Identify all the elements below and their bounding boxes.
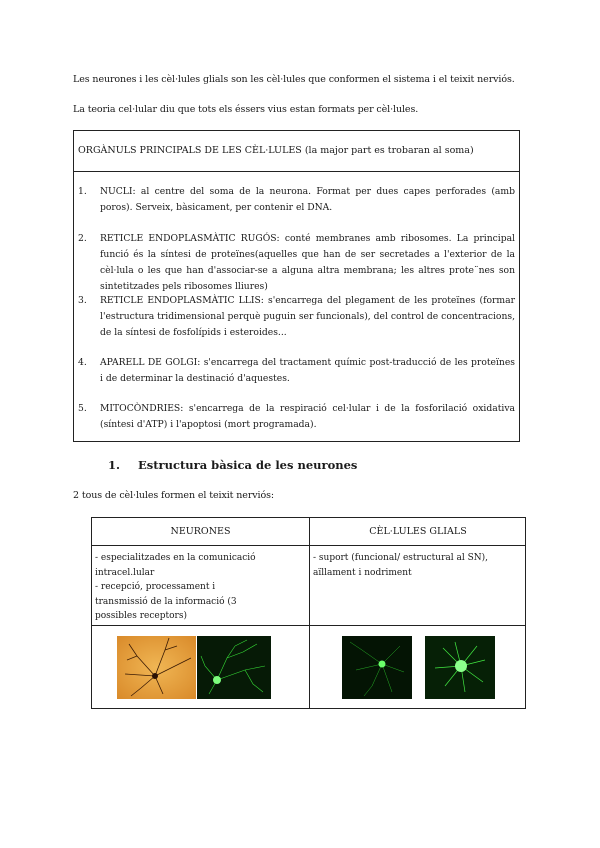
organul-item-reticle-rugos bbox=[78, 231, 515, 295]
organul-item-golgi bbox=[78, 355, 515, 387]
organul-item-nucli bbox=[78, 184, 515, 216]
organuls-table bbox=[73, 130, 520, 442]
item-text: RETICLE ENDOPLASMÀTIC RUGÓS: conté membranes amb ribosomes. La principal funció és la síntesi de proteïnes(aquelles que han de ser secretades a l'exterior de la cèl·lula o les que han d'associar-se a alguna altra membrana; les altres prote¨nes son sintetitzades pels ribosomes lliures) bbox=[100, 233, 515, 292]
header-neurones: NEURONES bbox=[170, 526, 231, 537]
header-glials: CÈL·LULES GLIALS bbox=[369, 526, 467, 537]
glial-cell-image-1 bbox=[342, 636, 412, 699]
neurones-description: - especialitzades en la comunicació intracel.lular - recepció, processament i transmissió de la informació (3 possibles receptors) bbox=[95, 553, 256, 621]
item-number: 3. bbox=[78, 295, 87, 306]
neuron-fluorescent-image bbox=[197, 636, 271, 699]
column-divider bbox=[309, 518, 310, 708]
intro-paragraph-2: La teoria cel·lular diu que tots els éssers vius estan formats per cèl·lules. bbox=[73, 104, 419, 115]
section-heading bbox=[108, 458, 357, 472]
item-number: 2. bbox=[78, 233, 87, 244]
cells-comparison-table bbox=[91, 517, 526, 709]
organul-item-reticle-llis bbox=[78, 293, 515, 341]
row-divider bbox=[92, 625, 525, 626]
neuron-golgi-stain-image bbox=[117, 636, 196, 699]
item-number: 5. bbox=[78, 403, 87, 414]
row-divider bbox=[92, 545, 525, 546]
organul-item-mitocondries bbox=[78, 401, 515, 433]
item-text: RETICLE ENDOPLASMÀTIC LLIS: s'encarrega del plegament de les proteïnes (formar l'estructura tridimensional perquè puguin ser funcionals), del control de concentracions, de la síntesi de fosfolípids i esteroides... bbox=[100, 295, 515, 338]
section-number: 1. bbox=[108, 458, 121, 472]
item-number: 4. bbox=[78, 357, 87, 368]
item-number: 1. bbox=[78, 186, 87, 197]
item-text: APARELL DE GOLGI: s'encarrega del tractament químic post-traducció de les proteïnes i de determinar la destinació d'aquestes. bbox=[100, 357, 515, 384]
glials-description: - suport (funcional/ estructural al SN), aïllament i nodriment bbox=[313, 553, 489, 578]
organuls-table-header: ORGÀNULS PRINCIPALS DE LES CÈL·LULES (la major part es trobaran al soma) bbox=[74, 131, 519, 172]
intro-paragraph-1: Les neurones i les cèl·lules glials son les cèl·lules que conformen el sistema i el teixit nerviós. bbox=[73, 74, 515, 85]
glial-cell-image-2 bbox=[425, 636, 495, 699]
item-text: MITOCÒNDRIES: s'encarrega de la respiració cel·lular i de la fosforilació oxidativa (síntesi d'ATP) i l'apoptosi (mort programada). bbox=[100, 403, 515, 430]
cells-intro-paragraph: 2 tous de cèl·lules formen el teixit nerviós: bbox=[73, 490, 274, 501]
item-text: NUCLI: al centre del soma de la neurona. Format per dues capes perforades (amb poros). Serveix, bàsicament, per contenir el DNA. bbox=[100, 186, 515, 213]
section-title: Estructura bàsica de les neurones bbox=[138, 458, 358, 472]
